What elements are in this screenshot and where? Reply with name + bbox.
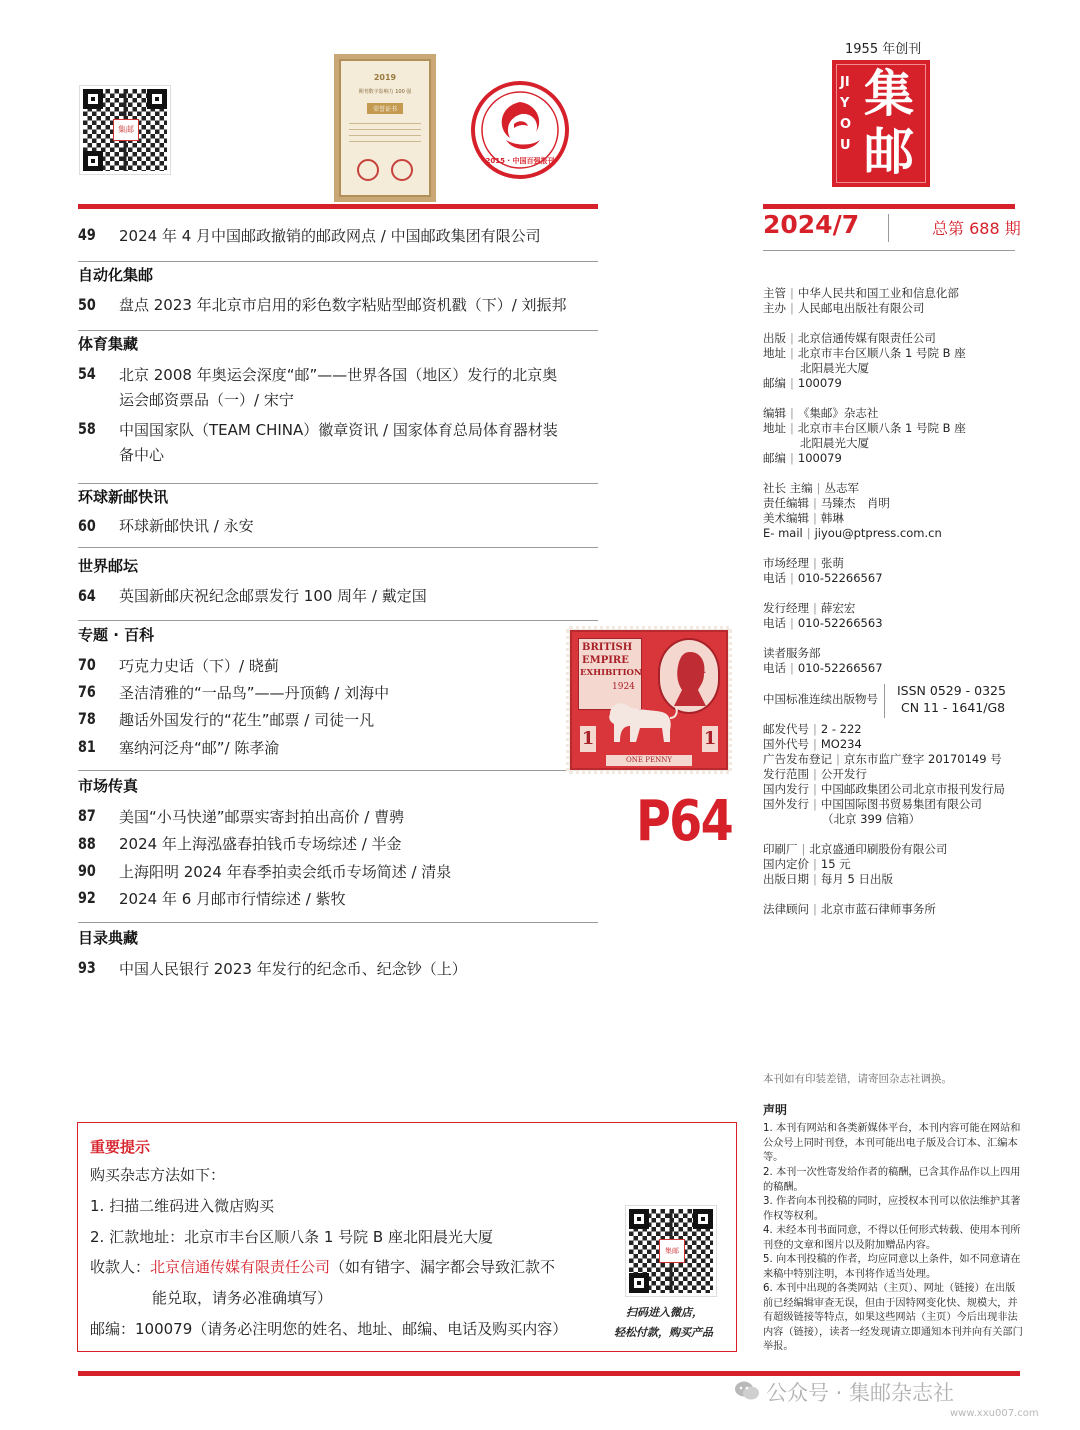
notice-item: 2. 汇款地址：北京市丰台区顺八条 1 号院 B 座北阳晨光大厦 <box>90 1228 493 1246</box>
toc-entry[interactable]: 盘点 2023 年北京市启用的彩色数字粘贴型邮资机戳（下）/ 刘振邦 <box>119 296 567 314</box>
toc-entry[interactable]: 环球新邮快讯 / 永安 <box>119 517 254 535</box>
total-issue: 总第 688 期 <box>932 219 1021 238</box>
info-row: 印刷厂 | 北京盛通印刷股份有限公司 <box>763 842 948 856</box>
logo-char-you: 邮 <box>864 122 914 181</box>
notice-title: 重要提示 <box>90 1138 151 1156</box>
info-row: 出版日期 | 每月 5 日出版 <box>763 872 894 886</box>
email-link[interactable]: jiyou@ptpress.com.cn <box>814 526 942 540</box>
toc-page-number: 92 <box>78 888 96 907</box>
badge-caption: 2015 · 中国百强报刊 <box>485 157 555 165</box>
info-row: 电话 | 010-52266567 <box>763 661 883 675</box>
info-row: 主管 | 中华人民共和国工业和信息化部 <box>763 286 959 300</box>
honor-certificate <box>334 54 436 202</box>
payee-name: 北京信通传媒有限责任公司 <box>150 1258 331 1276</box>
section-divider <box>78 261 598 262</box>
lion-icon <box>600 696 680 744</box>
certificate-title: 期刊数字影响力 100 强 <box>358 89 412 95</box>
info-row: 主办 | 人民邮电出版社有限公司 <box>763 301 925 315</box>
info-row: 邮编 | 100079 <box>763 376 842 390</box>
section-title: 目录典藏 <box>78 929 139 947</box>
notice-payee <box>90 1256 555 1277</box>
certificate-seal-icon <box>391 159 413 181</box>
section-divider <box>78 922 598 923</box>
qr-caption: 扫码进入微店， <box>626 1306 703 1319</box>
certificate-year: 2019 <box>373 73 397 82</box>
section-divider <box>78 547 598 548</box>
toc-page-number: 78 <box>78 709 96 728</box>
toc-page-number: 70 <box>78 655 96 674</box>
toc-entry[interactable]: 美国“小马快递”邮票实寄封拍出高价 / 曹骋 <box>119 808 405 826</box>
info-row: 编辑 | 《集邮》杂志社 <box>763 406 879 420</box>
toc-entry[interactable]: 塞纳河泛舟“邮”/ 陈孝渝 <box>119 739 280 757</box>
weidian-qr-code[interactable] <box>626 1206 716 1296</box>
issn-label: 中国标准连续出版物号 <box>763 692 878 706</box>
info-row: 北阳晨光大厦 <box>800 361 869 375</box>
statement-title: 声明 <box>763 1103 788 1117</box>
toc-page-number: 76 <box>78 682 96 701</box>
certificate-seal-icon <box>357 159 379 181</box>
section-title: 环球新邮快讯 <box>78 488 169 506</box>
issn-separator <box>884 684 885 718</box>
notice-payee-note: 能兑取，请务必准确填写） <box>152 1289 333 1307</box>
notice-item: 1. 扫描二维码进入微店购买 <box>90 1197 275 1215</box>
toc-page-number: 90 <box>78 861 96 880</box>
section-title: 市场传真 <box>78 777 139 795</box>
toc-page-number: 81 <box>78 737 96 756</box>
stamp-value-left: 1 <box>580 726 596 752</box>
toc-entry[interactable]: 2024 年上海泓盛春拍钱币专场综述 / 半金 <box>119 835 402 853</box>
info-row: 广告发布登记 | 京东市监广登字 20170149 号 <box>763 752 1002 766</box>
statement-item: 6. 本刊中出现的各类网站（主页）、网址（链接）在出版前已经编辑审查无误，但由于因特网变化快、规模大，并有超级链接等特点，如果这些网站（主页）今后出现非法内容（链接），读者一经发现请立即通知本刊并向有关部门举报。 <box>763 1283 1023 1353</box>
statement-item: 1. 本刊有网站和各类新媒体平台，本刊内容可能在网站和公众号上同时刊登，本刊可能出电子版及合订本、汇编本等。 <box>763 1123 1021 1164</box>
statement-item: 2. 本刊一次性寄发给作者的稿酬，已含其作品作以上四用的稿酬。 <box>763 1167 1021 1193</box>
toc-page-number: 87 <box>78 806 96 825</box>
toc-entry[interactable]: 2024 年 6 月邮市行情综述 / 紫牧 <box>119 890 346 908</box>
jiyou-logo <box>832 60 930 187</box>
notice-intro: 购买杂志方法如下： <box>90 1166 226 1184</box>
toc-entry[interactable]: 北京 2008 年奥运会深度“邮”——世界各国（地区）发行的北京奥运会邮资票品（一）/ 宋宁 <box>119 366 558 409</box>
info-row: 发行范围 | 公开发行 <box>763 767 867 781</box>
toc-entry[interactable]: 中国人民银行 2023 年发行的纪念币、纪念钞（上） <box>119 960 467 978</box>
toc-page-number: 93 <box>78 958 96 977</box>
section-divider <box>78 483 598 484</box>
info-row: 国外发行 | 中国国际图书贸易集团有限公司 <box>763 797 982 811</box>
qr-logo-icon: 集邮 <box>113 119 139 141</box>
info-row: 国内定价 | 15 元 <box>763 857 851 871</box>
certificate-label: 荣誉证书 <box>367 103 403 114</box>
payee-note: （如有错字、漏字都会导致汇款不 <box>330 1258 556 1276</box>
section-divider <box>78 620 598 621</box>
issue-number: 2024/7 <box>763 210 860 239</box>
section-title: 自动化集邮 <box>78 266 154 284</box>
info-row: 美术编辑 | 韩琳 <box>763 511 844 525</box>
section-title: 体育集藏 <box>78 335 139 353</box>
qr-caption: 轻松付款，购买产品 <box>614 1326 713 1339</box>
issue-separator <box>888 214 889 242</box>
header-divider <box>78 204 598 209</box>
info-row: 电话 | 010-52266567 <box>763 571 883 585</box>
toc-page-number: 58 <box>78 419 96 438</box>
info-row: 国内发行 | 中国邮政集团公司北京市报刊发行局 <box>763 782 1005 796</box>
toc-entry[interactable]: 巧克力史话（下）/ 晓蓟 <box>119 657 279 675</box>
stamp-page-reference[interactable]: P64 <box>636 789 733 854</box>
logo-char-ji: 集 <box>864 64 914 123</box>
header-divider <box>763 204 1015 209</box>
info-row: 社长 主编 | 丛志军 <box>763 481 860 495</box>
notice-postcode: 邮编：100079（请务必注明您的姓名、地址、邮编、电话及购买内容） <box>90 1320 568 1338</box>
stamp-year: 1924 <box>612 682 635 692</box>
issue-underline <box>763 250 1015 251</box>
info-row: 读者服务部 <box>763 646 821 660</box>
british-empire-stamp[interactable] <box>566 626 732 774</box>
toc-entry[interactable]: 中国国家队（TEAM CHINA）徽章资讯 / 国家体育总局体育器材装备中心 <box>119 421 558 464</box>
payee-label: 收款人： <box>90 1258 151 1276</box>
qr-logo-icon: 集邮 <box>659 1239 685 1263</box>
info-row: 邮编 | 100079 <box>763 451 842 465</box>
info-row: E- mail | jiyou@ptpress.com.cn <box>763 526 942 540</box>
info-row: 责任编辑 | 马臻杰 肖明 <box>763 496 890 510</box>
footer-divider <box>78 1371 1020 1376</box>
watermark-site: www.xxu007.com <box>950 1408 1039 1419</box>
stamp-denomination: ONE PENNY <box>606 755 692 766</box>
info-row: 邮发代号 | 2 - 222 <box>763 722 862 736</box>
toc-entry[interactable]: 圣洁清雅的“一品鸟”——丹顶鹤 / 刘海中 <box>119 684 390 702</box>
watermark-text: 公众号 · 集邮杂志社 <box>766 1381 955 1405</box>
toc-page-number: 60 <box>78 516 96 535</box>
toc-page-number: 49 <box>78 225 96 244</box>
top-100-badge <box>470 80 570 180</box>
toc-page-number: 50 <box>78 295 96 314</box>
stamp-text-british: BRITISH <box>582 642 633 653</box>
info-row: 法律顾问 | 北京市蓝石律师事务所 <box>763 902 936 916</box>
info-row: 市场经理 | 张萌 <box>763 556 844 570</box>
toc-entry[interactable]: 2024 年 4 月中国邮政撤销的邮政网点 / 中国邮政集团有限公司 <box>119 227 541 245</box>
weixin-qr-code[interactable] <box>80 86 170 174</box>
stamp-text-exhibition: EXHIBITION <box>580 668 642 678</box>
statement-item: 4. 未经本刊书面同意，不得以任何形式转载、使用本刊所刊登的文章和图片以及附加赠品内容。 <box>763 1225 1021 1251</box>
section-title: 专题 · 百科 <box>78 626 155 644</box>
info-row: 国外代号 | MO234 <box>763 737 862 751</box>
toc-entry[interactable]: 英国新邮庆祝纪念邮票发行 100 周年 / 戴定国 <box>119 587 427 605</box>
statement-item: 5. 向本刊投稿的作者，均应同意以上条件，如不同意请在来稿中特别注明，本刊将作适当处理。 <box>763 1254 1021 1280</box>
info-row: 地址 | 北京市丰台区顺八条 1 号院 B 座 <box>763 421 966 435</box>
misprint-note: 本刊如有印装差错，请寄回杂志社调换。 <box>763 1073 952 1085</box>
info-row: 发行经理 | 薛宏宏 <box>763 601 856 615</box>
section-divider <box>78 770 598 771</box>
toc-page-number: 64 <box>78 586 96 605</box>
section-title: 世界邮坛 <box>78 557 139 575</box>
founded-label: 1955 年创刊 <box>845 42 922 57</box>
cn-number: CN 11 - 1641/G8 <box>901 700 1006 715</box>
logo-pinyin: JIYOU <box>840 75 852 153</box>
toc-page-number: 88 <box>78 834 96 853</box>
stamp-text-empire: EMPIRE <box>582 655 629 666</box>
issn-number: ISSN 0529 - 0325 <box>897 683 1006 698</box>
wechat-icon <box>734 1380 760 1402</box>
toc-entry[interactable]: 上海阳明 2024 年春季拍卖会纸币专场简述 / 清泉 <box>119 863 452 881</box>
section-divider <box>78 330 598 331</box>
toc-entry[interactable]: 趣话外国发行的“花生”邮票 / 司徒一凡 <box>119 711 375 729</box>
info-row: 电话 | 010-52266563 <box>763 616 883 630</box>
statement-item: 3. 作者向本刊投稿的同时，应授权本刊可以依法维护其著作权等权利。 <box>763 1196 1021 1222</box>
stamp-value-right: 1 <box>702 726 718 752</box>
info-row: 出版 | 北京信通传媒有限责任公司 <box>763 331 936 345</box>
info-row: 北阳晨光大厦 <box>800 436 869 450</box>
info-row: 地址 | 北京市丰台区顺八条 1 号院 B 座 <box>763 346 966 360</box>
info-row: （北京 399 信箱） <box>822 812 921 826</box>
toc-page-number: 54 <box>78 364 96 383</box>
